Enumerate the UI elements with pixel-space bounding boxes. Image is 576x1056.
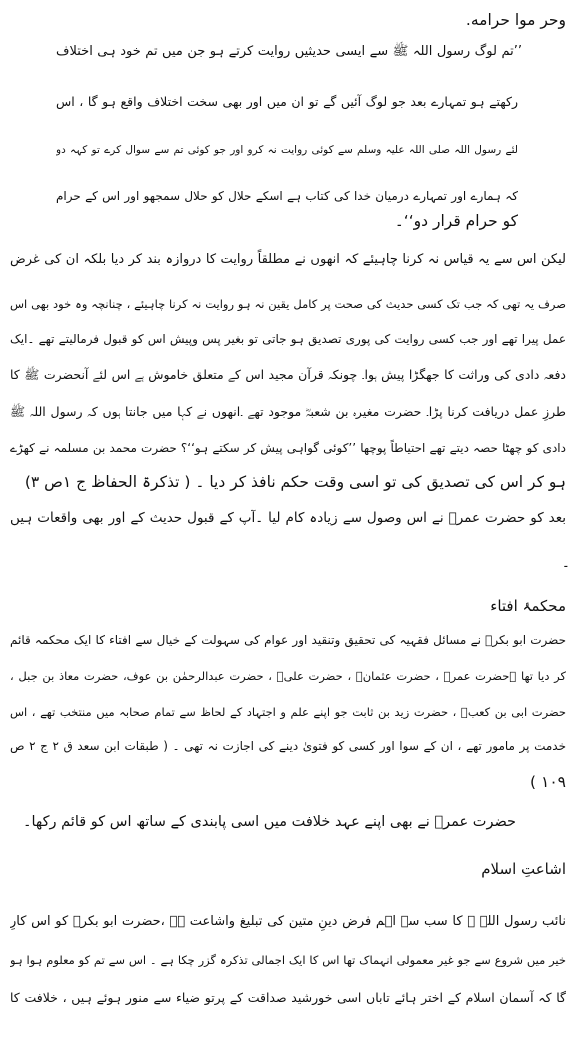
paragraph-line: ۱۰۹ ) (530, 773, 566, 791)
paragraph-line: خیر میں شروع سے جو غیر معمولی انہماک تھا اس کا ایک اجمالی تذکرہ گزر چکا ہے ۔ اس سے تم کو معلوم ہوا ہو (10, 953, 566, 967)
quote-line: لئے رسول اللہ صلی اللہ علیہ وسلم سے کوئی روایت نہ کرو اور جو کوئی تم سے سوال کرے تو کہہ دو (56, 144, 518, 156)
paragraph-line: صرف یہ تھی کہ جب تک کسی حدیث کی صحت پر کامل یقین نہ ہو روایت نہ کرنا چاہیئے ، چنانچہ وہ خود بھی اس (10, 297, 566, 311)
quote-line: کہ ہمارے اور تمہارے درمیان خدا کی کتاب ہے اسکے حلال کو حلال سمجھو اور اس کے حرام (56, 189, 518, 203)
quote-line: کو حرام قرار دو‘‘۔ (394, 212, 518, 230)
paragraph-line: بعد کو حضرت عمرؓ نے اس وصول سے زیادہ کام لیا ۔آپ کے قبول حدیث کے اور بھی واقعات ہیں (10, 510, 566, 526)
paragraph-line: حضرت عمرؓ نے بھی اپنے عہد خلافت میں اسی پابندی کے ساتھ اس کو قائم رکھا۔ (23, 814, 516, 830)
section-heading-ifta: محکمۂ افتاء (490, 597, 566, 615)
paragraph-line: لیکن اس سے یہ قیاس نہ کرنا چاہیئے کہ انھوں نے مطلقاً روایت کا دروازہ بند کر دیا بلکہ ان کی غرض (10, 252, 566, 267)
paragraph-line: دادی کو چھٹا حصہ دیتے تھے احتیاطاً پوچھا ’’کوئی گواہی پیش کر سکتے ہو‘‘؟ حضرت محمد بن مسلمہ نے کھڑے (10, 441, 566, 455)
paragraph-line: کر دیا تھا ۔حضرت عمرؓ ، حضرت عثمانؓ ، حضرت علیؓ ، حضرت عبدالرحمٰن بن عوف، حضرت معاذ بن جبل ، (10, 669, 566, 683)
quote-line: رکھتے ہو تمہارے بعد جو لوگ آئیں گے تو ان میں اور بھی سخت اختلاف واقع ہو گا ، اس (56, 94, 518, 109)
paragraph-line: حضرت ابو بکرؓ نے مسائل فقہیہ کی تحقیق وتنقید اور عوام کی سہولت کے خیال سے افتاء کا ایک محکمہ قائم (10, 633, 566, 647)
paragraph-line: نائب رسول اللہ ﷺ کا سب سے اہم فرض دینِ متین کی تبلیغ واشاعت ہے ،حضرت ابو بکرؓ کو اس کارِ (10, 914, 566, 929)
paragraph-line: حضرت ابی بن کعبؓ ، حضرت زید بن ثابت جو اپنے علم و اجتہاد کے لحاظ سے تمام صحابہ میں منتخب تھے ، اس (10, 705, 566, 719)
paragraph-line: طرزِ عمل دریافت کرنا پڑا۔ حضرت مغیرہ بن شعبہؓ موجود تھے ۔انھوں نے کہا میں جانتا ہوں کہ رسول اللہ ﷺ (10, 404, 566, 419)
quote-line: ’’تم لوگ رسول اللہ ﷺ سے ایسی حدیثیں روایت کرتے ہو جن میں تم خود ہی اختلاف (56, 44, 522, 59)
section-heading-islam: اشاعتِ اسلام (481, 860, 566, 878)
top-line: وحر موا حرامه. (465, 11, 566, 29)
paragraph-line: عمل پیرا تھے اور جب کسی روایت کی پوری تصدیق ہو جاتی تو بغیر پس وپیش اس کو قبول فرمالیتے تھے ۔ایک (10, 332, 566, 346)
paragraph-line: خدمت پر مامور تھے ، ان کے سوا اور کسی کو فتویٰ دینے کی اجازت نہ تھی ۔ ( طبقات ابن سعد ق ۲ ج ۲ ص (10, 739, 566, 753)
paragraph-line: گا کہ آسمان اسلام کے اختر ہائے تاباں اسی خورشید صداقت کے پرتو ضیاء سے منور ہوئے ہیں ، خلافت کا (10, 990, 566, 1005)
paragraph-line: ہو کر اس کی تصدیق کی تو اسی وقت حکم نافذ کر دیا ۔ ( تذکرۃ الحفاظ ج ۱ص ۳) (24, 473, 566, 491)
paragraph-line: دفعہ دادی کی وراثت کا جھگڑا پیش ہوا۔ چونکہ قرآن مجید اس کے متعلق خاموش ہے اس لئے آنحضرت ﷺ کا (10, 367, 566, 382)
stray-mark: ۔ (561, 555, 570, 571)
